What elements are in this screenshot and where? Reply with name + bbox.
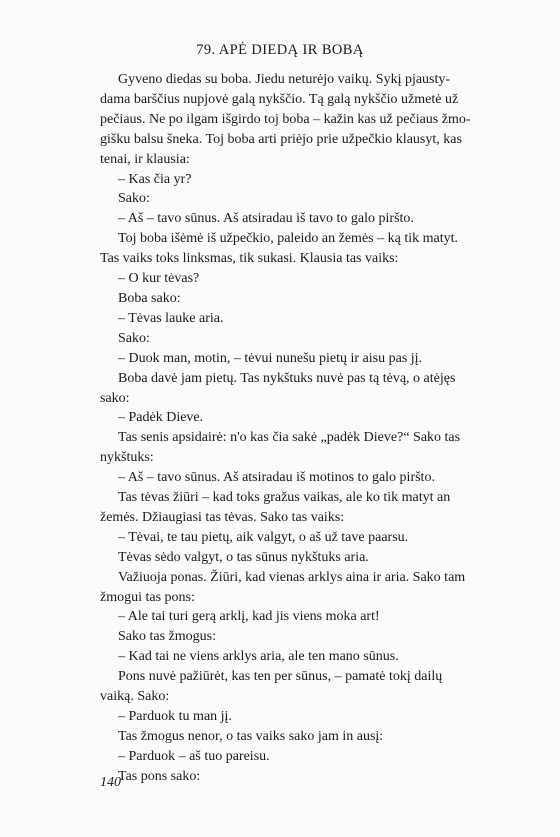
text-line: dama barščius nupjovė galą nykščio. Tą galą nykščio užmetė už: [100, 91, 459, 107]
text-line: – Tėvas lauke aria.: [118, 310, 224, 326]
text-line: Pons nuvė pažiūrėt, kas ten per sūnus, – pamatė tokį dailų: [118, 669, 443, 685]
text-line: Boba sako:: [118, 290, 181, 306]
text-line: – Parduok – aš tuo pareisu.: [118, 748, 270, 764]
text-line: Boba davė jam pietų. Tas nykštuks nuvė pas tą tėvą, o atėjęs: [118, 370, 456, 386]
text-line: – O kur tėvas?: [118, 271, 200, 287]
text-line: žemės. Džiaugiasi tas tėvas. Sako tas vaiks:: [100, 509, 345, 525]
text-line: Sako:: [118, 191, 150, 207]
text-line: Važiuoja ponas. Žiūri, kad vienas arklys aina ir aria. Sako tam: [118, 569, 466, 585]
text-line: Tas tėvas žiūri – kad toks gražus vaikas, ale ko tik matyt an: [118, 490, 451, 506]
text-line: Toj boba išėmė iš užpečkio, paleido an žemės – ką tik matyt.: [118, 231, 458, 247]
text-line: – Aš – tavo sūnus. Aš atsiradau iš motinos to galo piršto.: [118, 470, 435, 486]
text-line: Tas senis apsidairė: n'o kas čia sakė „padėk Dieve?“ Sako tas: [118, 430, 461, 446]
chapter-title: 79. APĖ DIEDĄ IR BOBĄ: [196, 42, 364, 58]
text-line: – Ale tai turi gerą arklį, kad jis viens moka art!: [118, 609, 380, 625]
text-line: pečiaus. Ne po ilgam išgirdo toj boba – kažin kas už pečiaus žmo-: [100, 111, 471, 127]
text-line: Tas pons sako:: [118, 768, 201, 784]
text-line: Gyveno diedas su boba. Jiedu neturėjo vaikų. Sykį pjausty-: [118, 72, 451, 87]
text-line: žmogui tas pons:: [100, 589, 195, 605]
text-line: Tas žmogus nenor, o tas vaiks sako jam in ausį:: [118, 728, 384, 744]
text-line: – Padėk Dieve.: [118, 410, 204, 426]
text-line: nykštuks:: [100, 450, 154, 466]
text-line: Tėvas sėdo valgyt, o tas sūnus nykštuks aria.: [118, 549, 369, 565]
story-text: [100, 70, 506, 787]
text-line: Sako:: [118, 330, 150, 346]
text-line: gišku balsu šneka. Toj boba arti priėjo prie užpečkio klausyt, kas: [100, 131, 462, 147]
text-line: Sako tas žmogus:: [118, 629, 216, 645]
text-line: – Tėvai, te tau pietų, aik valgyt, o aš už tave paarsu.: [118, 529, 409, 545]
page-number: 140: [100, 775, 121, 790]
text-line: sako:: [100, 390, 130, 406]
text-line: – Aš – tavo sūnus. Aš atsiradau iš tavo to galo piršto.: [118, 211, 414, 227]
text-line: – Duok man, motin, – tėvui nunešu pietų ir aisu pas jį.: [118, 350, 423, 366]
text-line: vaiką. Sako:: [100, 689, 170, 705]
text-line: – Kad tai ne viens arklys aria, ale ten mano sūnus.: [118, 649, 399, 665]
text-line: – Kas čia yr?: [118, 171, 192, 187]
text-line: Tas vaiks toks linksmas, tik sukasi. Klausia tas vaiks:: [100, 251, 399, 267]
text-line: – Parduok tu man jį.: [118, 709, 232, 724]
text-line: tenai, ir klausia:: [100, 151, 190, 167]
